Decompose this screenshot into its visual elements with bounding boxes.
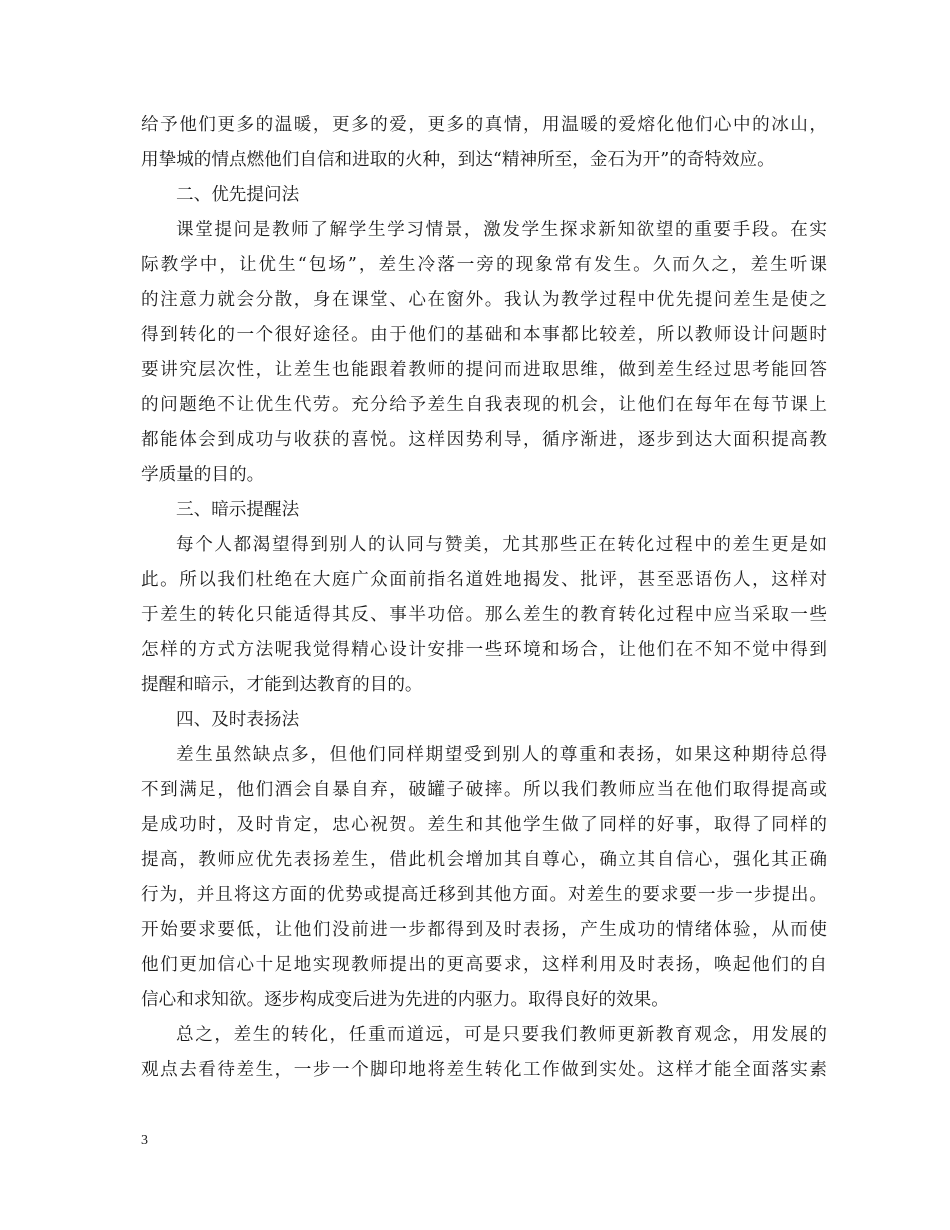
text-line: 的问题绝不让优生代劳。充分给予差生自我表现的机会，让他们在每年在每节课上 bbox=[141, 395, 827, 415]
page-number: 3 bbox=[141, 1133, 148, 1148]
paragraph bbox=[141, 178, 827, 213]
text-line: 的注意力就会分散，身在课堂、心在窗外。我认为教学过程中优先提问差生是使之 bbox=[141, 290, 827, 310]
paragraph bbox=[141, 1018, 827, 1088]
text-line: 给予他们更多的温暖，更多的爱，更多的真情，用温暖的爱熔化他们心中的冰山， bbox=[141, 115, 827, 135]
text-line: 信心和求知欲。逐步构成变后进为先进的内驱力。取得良好的效果。 bbox=[141, 990, 669, 1010]
text-line: 都能体会到成功与收获的喜悦。这样因势利导，循序渐进，逐步到达大面积提高教 bbox=[141, 430, 827, 450]
text-line: 课堂提问是教师了解学生学习情景，激发学生探求新知欲望的重要手段。在实 bbox=[176, 220, 827, 240]
text-line: 此。所以我们杜绝在大庭广众面前指名道姓地揭发、批评，甚至恶语伤人，这样对 bbox=[141, 570, 827, 590]
text-line: 提醒和暗示，才能到达教育的目的。 bbox=[141, 675, 423, 695]
paragraph bbox=[141, 213, 827, 493]
text-line: 观点去看待差生，一步一个脚印地将差生转化工作做到实处。这样才能全面落实素 bbox=[141, 1060, 827, 1080]
paragraph bbox=[141, 108, 827, 178]
paragraph bbox=[141, 493, 827, 528]
text-line: 四、及时表扬法 bbox=[176, 710, 300, 730]
text-line: 提高，教师应优先表扬差生，借此机会增加其自尊心，确立其自信心，强化其正确 bbox=[141, 850, 827, 870]
text-line: 怎样的方式方法呢我觉得精心设计安排一些环境和场合，让他们在不知不觉中得到 bbox=[141, 640, 827, 660]
text-line: 要讲究层次性，让差生也能跟着教师的提问而进取思维，做到差生经过思考能回答 bbox=[141, 360, 827, 380]
text-line: 二、优先提问法 bbox=[176, 185, 300, 205]
text-line: 总之，差生的转化，任重而道远，可是只要我们教师更新教育观念，用发展的 bbox=[176, 1025, 827, 1045]
document-body bbox=[141, 108, 827, 1088]
text-line: 学质量的目的。 bbox=[141, 465, 265, 485]
text-line: 不到满足，他们酒会自暴自弃，破罐子破摔。所以我们教师应当在他们取得提高或 bbox=[141, 780, 827, 800]
text-line: 于差生的转化只能适得其反、事半功倍。那么差生的教育转化过程中应当采取一些 bbox=[141, 605, 827, 625]
text-line: 三、暗示提醒法 bbox=[176, 500, 300, 520]
text-line: 开始要求要低，让他们没前进一步都得到及时表扬，产生成功的情绪体验，从而使 bbox=[141, 920, 827, 940]
paragraph bbox=[141, 528, 827, 703]
text-line: 得到转化的一个很好途径。由于他们的基础和本事都比较差，所以教师设计问题时 bbox=[141, 325, 827, 345]
text-line: 他们更加信心十足地实现教师提出的更高要求，这样利用及时表扬，唤起他们的自 bbox=[141, 955, 827, 975]
text-line: 差生虽然缺点多，但他们同样期望受到别人的尊重和表扬，如果这种期待总得 bbox=[176, 745, 827, 765]
text-line: 是成功时，及时肯定，忠心祝贺。差生和其他学生做了同样的好事，取得了同样的 bbox=[141, 815, 827, 835]
text-line: 每个人都渴望得到别人的认同与赞美，尤其那些正在转化过程中的差生更是如 bbox=[176, 535, 827, 555]
text-line: 用挚城的情点燃他们自信和进取的火种，到达“精神所至，金石为开”的奇特效应。 bbox=[141, 150, 775, 170]
text-line: 际教学中，让优生“包场”，差生冷落一旁的现象常有发生。久而久之，差生听课 bbox=[141, 255, 827, 275]
paragraph bbox=[141, 703, 827, 738]
paragraph bbox=[141, 738, 827, 1018]
text-line: 行为，并且将这方面的优势或提高迁移到其他方面。对差生的要求要一步一步提出。 bbox=[141, 885, 827, 905]
